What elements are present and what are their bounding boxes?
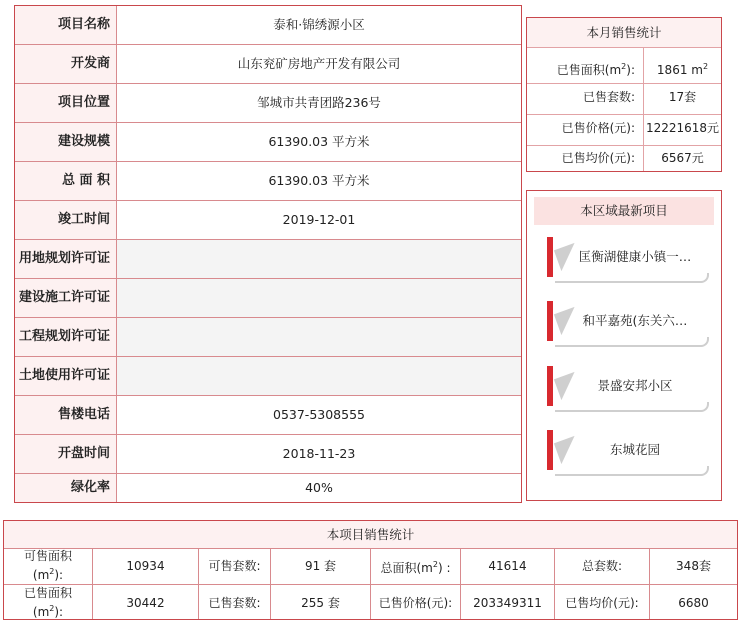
project-stats-title: 本项目销售统计 [4, 521, 737, 548]
label-build-scale: 建设规模 [15, 123, 116, 161]
project-sales-stats [3, 520, 738, 620]
label-developer: 开发商 [15, 45, 116, 83]
latest-project-link[interactable]: 景盛安邦小区 [597, 378, 673, 393]
total-area-value: 41614 [488, 558, 527, 573]
row-engineering-permit [15, 318, 521, 356]
label-location: 项目位置 [15, 84, 116, 122]
label-engineering-permit: 工程规划许可证 [15, 318, 116, 356]
row-construction-permit [15, 279, 521, 317]
value-land-use-permit [117, 357, 521, 395]
value-build-scale: 61390.03 平方米 [117, 123, 521, 161]
label-total-area: 总 面 积 [15, 162, 116, 200]
sold-units-label: 已售套数: [208, 595, 261, 610]
row-sales-phone [15, 396, 521, 434]
available-units-value: 91 套 [304, 558, 337, 573]
label-green-rate: 绿化率 [15, 474, 116, 502]
label-completion: 竣工时间 [15, 201, 116, 239]
month-stats-title: 本月销售统计 [527, 18, 721, 47]
sold-price-label: 已售价格(元): [378, 595, 453, 610]
row-green-rate [15, 474, 521, 502]
label-land-plan-permit: 用地规划许可证 [15, 240, 116, 278]
available-area-value: 10934 [126, 558, 165, 573]
row-land-use-permit [15, 357, 521, 395]
latest-projects-panel [526, 190, 722, 501]
month-area-value: 1861 $m^2$ [656, 62, 709, 77]
month-area-label: 已售面积$(m^2)$: [556, 62, 635, 77]
total-units-value: 348套 [676, 558, 711, 573]
month-price-value: 12221618元 [645, 121, 720, 135]
sold-area-label: 已售面积 $(m^2)$: [23, 586, 72, 619]
available-units-label: 可售套数: [208, 558, 261, 573]
value-opening-date: 2018-11-23 [117, 435, 521, 473]
row-location [15, 84, 521, 122]
latest-project-item[interactable] [547, 301, 707, 349]
sold-area-value: 30442 [126, 595, 165, 610]
latest-project-link[interactable]: 东城花园 [609, 442, 660, 457]
label-sales-phone: 售楼电话 [15, 396, 116, 434]
latest-project-item[interactable] [547, 430, 707, 478]
label-project-name: 项目名称 [15, 6, 116, 44]
value-developer: 山东兖矿房地产开发有限公司 [117, 45, 521, 83]
row-developer [15, 45, 521, 83]
total-area-label: 总面积$(m^2)$ : [380, 559, 451, 575]
latest-project-link[interactable]: 和平嘉苑(东关六… [582, 313, 688, 328]
sold-units-value: 255 套 [301, 595, 340, 610]
value-total-area: 61390.03 平方米 [117, 162, 521, 200]
available-area-label: 可售面积 $(m^2)$: [23, 549, 72, 582]
month-price-row [527, 113, 721, 144]
latest-project-link[interactable]: 匡衡湖健康小镇一… [578, 249, 692, 264]
project-info-table [14, 5, 522, 503]
value-engineering-permit [117, 318, 521, 356]
month-price-label: 已售价格(元): [561, 121, 635, 135]
month-avg-label: 已售均价(元): [561, 151, 635, 165]
row-opening-date [15, 435, 521, 473]
row-build-scale [15, 123, 521, 161]
value-completion: 2019-12-01 [117, 201, 521, 239]
sold-avg-price-value: 6680 [678, 595, 709, 610]
month-units-label: 已售套数: [582, 90, 635, 104]
value-green-rate: 40% [117, 474, 521, 502]
value-project-name: 泰和·锦绣源小区 [117, 6, 521, 44]
month-area-row [527, 51, 721, 82]
month-units-row [527, 82, 721, 113]
value-land-plan-permit [117, 240, 521, 278]
label-construction-permit: 建设施工许可证 [15, 279, 116, 317]
label-land-use-permit: 土地使用许可证 [15, 357, 116, 395]
latest-project-item[interactable] [547, 366, 707, 414]
sold-avg-price-label: 已售均价(元): [565, 595, 639, 610]
value-sales-phone: 0537-5308555 [117, 396, 521, 434]
row-project-name [15, 6, 521, 44]
month-units-value: 17套 [668, 90, 697, 104]
row-total-area [15, 162, 521, 200]
label-opening-date: 开盘时间 [15, 435, 116, 473]
latest-project-item[interactable] [547, 237, 707, 285]
month-avg-row [527, 143, 721, 174]
sold-price-value: 203349311 [473, 595, 542, 610]
row-completion [15, 201, 521, 239]
value-location: 邹城市共青团路236号 [117, 84, 521, 122]
month-sales-stats [526, 17, 722, 172]
latest-projects-title: 本区域最新项目 [534, 197, 714, 225]
row-land-plan-permit [15, 240, 521, 278]
total-units-label: 总套数: [581, 558, 623, 573]
value-construction-permit [117, 279, 521, 317]
month-avg-value: 6567元 [661, 151, 704, 165]
